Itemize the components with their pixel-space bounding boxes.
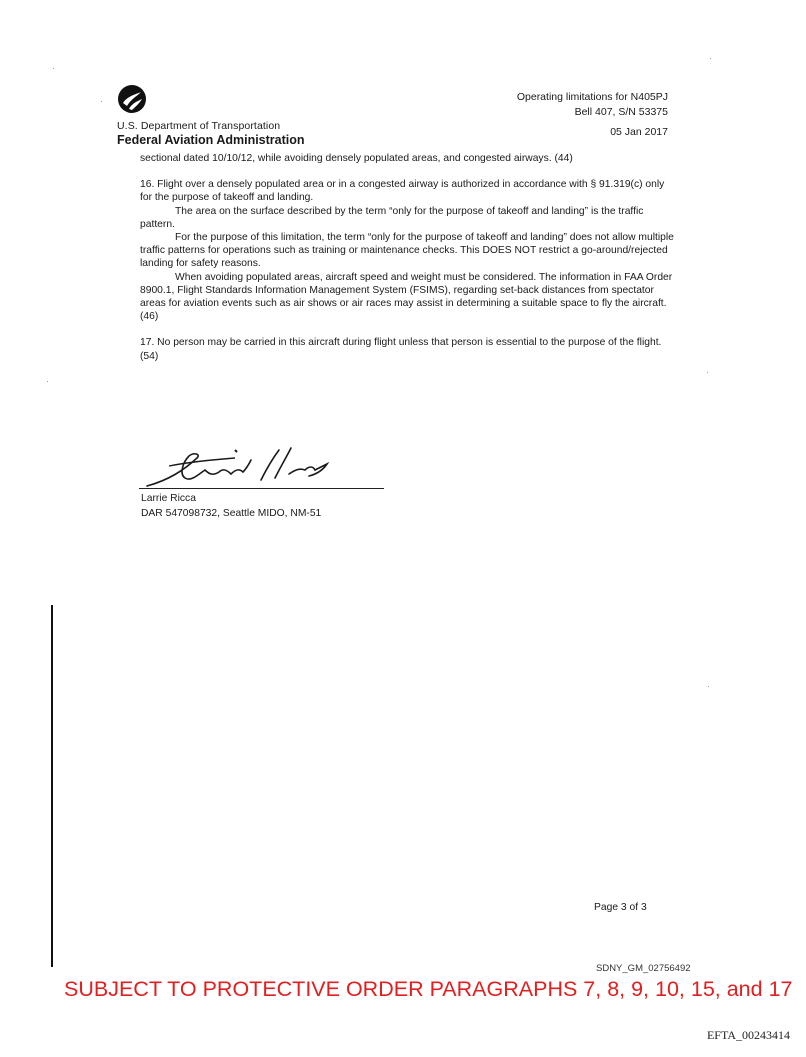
document-title: Operating limitations for N405PJ	[516, 91, 668, 103]
limitation-17: 17. No person may be carried in this aircraft during flight unless that person is essential to the purpose of the flight. (54)	[140, 337, 662, 362]
scan-speck	[101, 101, 102, 102]
department-name: U.S. Department of Transportation	[117, 120, 281, 132]
signer-name: Larrie Ricca	[141, 493, 196, 504]
signature-line	[139, 488, 384, 489]
scan-speck	[47, 381, 48, 382]
handwritten-signature	[139, 440, 384, 492]
limitation-16-para-3: When avoiding populated areas, aircraft speed and weight must be considered. The information in FAA Order 8900.1, Flight Standards Information Management System (FSIMS), regarding set-back distances from spectator areas for aviation events such as air shows or air races may assist in determining a suitable space to fly the aircraft. (46)	[140, 271, 673, 323]
limitation-16-para-1: The area on the surface described by the term “only for the purpose of takeoff and landing” is the traffic pattern.	[140, 205, 644, 230]
limitation-16-intro: 16. Flight over a densely populated area or in a congested airway is authorized in accordance with § 91.319(c) only for the purpose of takeoff and landing.	[140, 179, 665, 204]
signer-title: DAR 547098732, Seattle MIDO, NM-51	[141, 508, 322, 519]
scan-speck	[707, 372, 708, 373]
document-info	[517, 90, 668, 140]
signer-block	[141, 491, 321, 521]
signature	[139, 440, 384, 492]
agency-block	[117, 84, 305, 147]
limitations-body	[140, 152, 675, 363]
scan-speck	[53, 68, 54, 69]
dot-logo-icon	[117, 84, 147, 114]
efta-number: EFTA_00243414	[706, 1028, 790, 1042]
scan-speck	[708, 686, 709, 687]
scan-speck	[710, 58, 711, 59]
aircraft-id: Bell 407, S/N 53375	[574, 106, 668, 118]
page-number: Page 3 of 3	[594, 902, 647, 913]
limitation-16-para-2: For the purpose of this limitation, the term “only for the purpose of takeoff and landing” does not allow multiple traffic patterns for operations such as training or maintenance checks. This DOES NOT restrict a go-around/rejected landing for safety reasons.	[140, 232, 674, 270]
bates-number: SDNY_GM_02756492	[596, 963, 691, 974]
protective-order-stamp: SUBJECT TO PROTECTIVE ORDER PARAGRAPHS 7, 8, 9, 10, 15, and 17	[64, 977, 793, 1001]
scan-margin-bar	[51, 605, 53, 967]
agency-name: Federal Aviation Administration	[117, 133, 305, 147]
continuation-text: sectional dated 10/10/12, while avoiding densely populated areas, and congested airways. (44)	[140, 153, 573, 164]
document-date: 05 Jan 2017	[610, 126, 668, 138]
